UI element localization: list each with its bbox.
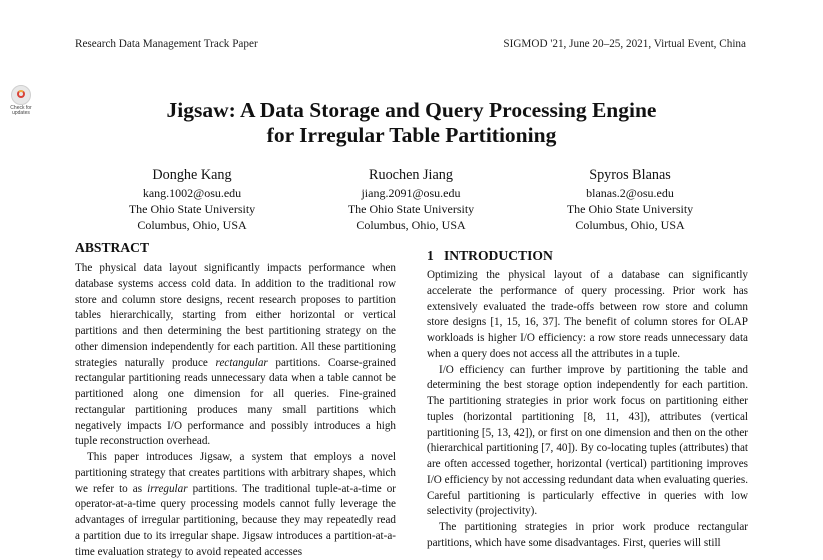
author-email: jiang.2091@osu.edu <box>361 186 461 200</box>
introduction-body <box>427 268 748 552</box>
running-header-right: SIGMOD '21, June 20–25, 2021, Virtual Event, China <box>503 38 746 50</box>
abstract-paragraph: The physical data layout significantly impacts performance when database systems access cold data. In addition to the traditional row store and column store designs, recent research proposes to partition tables hierarchically, starting from either horizontal or vertical partitions and then determining the best partitioning strategy on the other dimension independently for each partition. All these partitioning strategies naturally produce rectangular partitions. Coarse-grained rectangular partitioning reads unnecessary data when a table cannot be partitioned along one dimension for all queries. Fine-grained rectangular partitioning produces many small partitions which negatively impacts I/O performance and possibly introduces a high tuple reconstruction overhead. <box>75 262 396 448</box>
intro-paragraph: I/O efficiency can further improve by partitioning the table and determining the best storage option independently for each partition. The partitioning strategies in prior work focus on partitioning either tuples (horizontal partitioning [8, 11, 43]), attributes (vertical partitioning [5, 13, 42]), or first on one dimension and then on the other (hierarchical partitioning [7, 40]). By co-locating tuples (attributes) that are often accessed together, horizontal (vertical) partitioning improves I/O efficiency by not accessing redundant data when evaluating queries. Careful partitioning is particularly effective in queries with low selectivity (projectivity). <box>427 363 748 518</box>
intro-paragraph: Optimizing the physical layout of a database can significantly accelerate the performance of query processing. Prior work has extensively evaluated the trade-offs between row store and column store designs [1, 15, 16, 37]. The benefit of column stores for OLAP workloads is higher I/O efficiency: a row store reads unnecessary data when a query does not access all the attributes in a tuple. <box>427 269 748 360</box>
title-line-1: Jigsaw: A Data Storage and Query Processing Engine <box>166 98 657 122</box>
author-name: Donghe Kang <box>152 167 232 183</box>
badge-label: Check for updates <box>10 105 32 116</box>
author-location: Columbus, Ohio, USA <box>137 218 247 232</box>
author-block <box>82 166 302 233</box>
author-affiliation: The Ohio State University <box>128 202 256 216</box>
author-name: Ruochen Jiang <box>369 167 453 183</box>
author-block <box>520 166 740 233</box>
title-line-2: for Irregular Table Partitioning <box>266 123 557 147</box>
abstract-paragraph: This paper introduces Jigsaw, a system that employs a novel partitioning strategy that creates partitions with arbitrary shapes, which we refer to as irregular partitions. The traditional tuple-at-a-time or operator-at-a-time query processing models cannot fully leverage the advantages of irregular partitioning, because they may repeatedly read a partition due to its irregular shape. Jigsaw introduces a partition-at-a-time evaluation strategy to avoid repeated accesses <box>75 451 396 558</box>
author-affiliation: The Ohio State University <box>566 202 694 216</box>
author-location: Columbus, Ohio, USA <box>575 218 685 232</box>
running-header-left: Research Data Management Track Paper <box>75 38 258 50</box>
author-email: kang.1002@osu.edu <box>142 186 242 200</box>
author-name: Spyros Blanas <box>589 167 671 183</box>
author-email: blanas.2@osu.edu <box>586 186 674 200</box>
author-location: Columbus, Ohio, USA <box>356 218 466 232</box>
introduction-heading: 1 INTRODUCTION <box>427 248 553 263</box>
author-affiliation: The Ohio State University <box>347 202 475 216</box>
author-block <box>301 166 521 233</box>
intro-paragraph: The partitioning strategies in prior work produce rectangular partitions, which have some disadvantages. First, queries will still <box>427 521 748 549</box>
abstract-heading: ABSTRACT <box>75 240 150 255</box>
paper-title <box>0 98 823 148</box>
abstract-body <box>75 261 396 560</box>
